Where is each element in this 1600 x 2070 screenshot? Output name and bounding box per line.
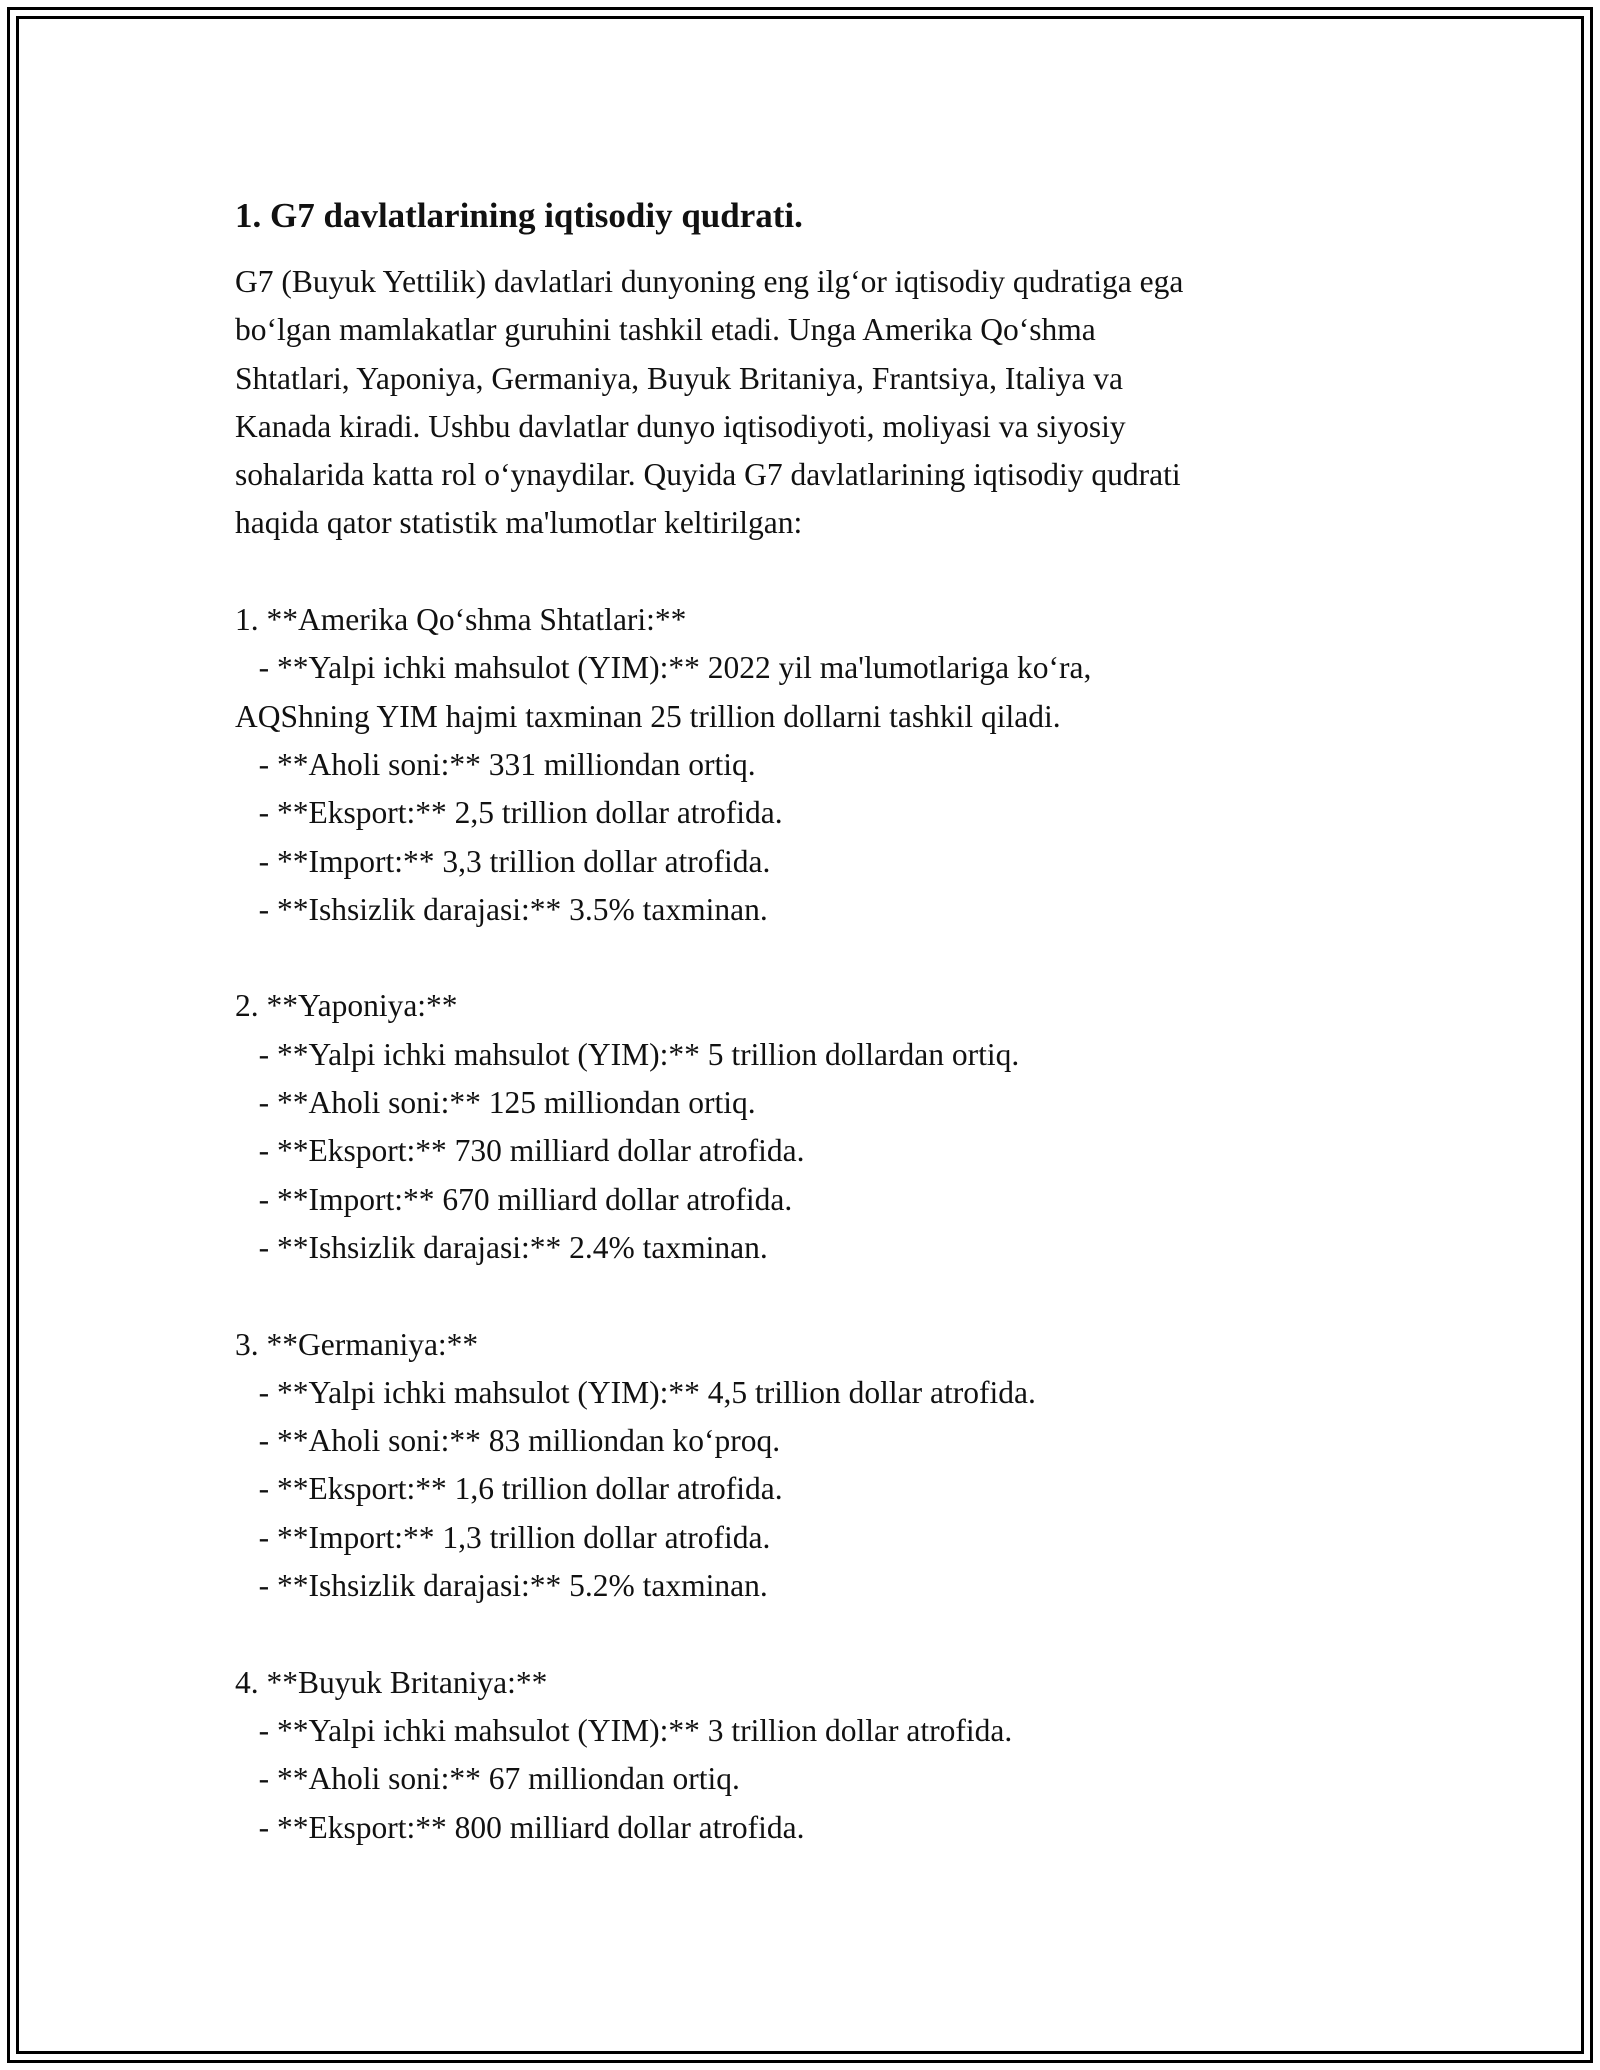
list-item: - **Eksport:** 1,6 trillion dollar atrofida. — [235, 1471, 783, 1507]
list-item: - **Ishsizlik darajasi:** 2.4% taxminan. — [235, 1229, 768, 1265]
list-item: - **Yalpi ichki mahsulot (YIM):** 5 trillion dollardan ortiq. — [235, 1036, 1020, 1072]
section-japan — [235, 982, 1385, 1272]
intro-line: Kanada kiradi. Ushbu davlatlar dunyo iqtisodiyoti, moliyasi va siyosiy — [235, 408, 1126, 444]
list-item: - **Ishsizlik darajasi:** 5.2% taxminan. — [235, 1568, 768, 1604]
section-usa — [235, 596, 1385, 934]
list-item: - **Eksport:** 2,5 trillion dollar atrofida. — [235, 795, 783, 831]
list-item: - **Yalpi ichki mahsulot (YIM):** 3 trillion dollar atrofida. — [235, 1712, 1013, 1748]
section-title: 3. **Germaniya:** — [235, 1326, 479, 1362]
list-item: - **Ishsizlik darajasi:** 3.5% taxminan. — [235, 891, 768, 927]
list-item: - **Aholi soni:** 125 milliondan ortiq. — [235, 1085, 756, 1121]
document-heading: 1. G7 davlatlarining iqtisodiy qudrati. — [235, 196, 803, 235]
section-germany — [235, 1321, 1385, 1611]
list-item: - **Import:** 670 milliard dollar atrofida. — [235, 1181, 793, 1217]
section-uk — [235, 1659, 1385, 1852]
intro-paragraph — [235, 258, 1385, 548]
list-item: - **Import:** 1,3 trillion dollar atrofida. — [235, 1519, 771, 1555]
list-item: - **Import:** 3,3 trillion dollar atrofida. — [235, 843, 771, 879]
intro-line: haqida qator statistik ma'lumotlar keltirilgan: — [235, 505, 803, 541]
section-title: 1. **Amerika Qo‘shma Shtatlari:** — [235, 602, 687, 638]
list-item: - **Yalpi ichki mahsulot (YIM):** 4,5 trillion dollar atrofida. — [235, 1374, 1036, 1410]
list-item: - **Aholi soni:** 83 milliondan ko‘proq. — [235, 1423, 781, 1459]
intro-line: bo‘lgan mamlakatlar guruhini tashkil etadi. Unga Amerika Qo‘shma — [235, 312, 1096, 348]
list-item: - **Aholi soni:** 67 milliondan ortiq. — [235, 1761, 740, 1797]
document-content — [235, 186, 1385, 1852]
list-item: - **Eksport:** 730 milliard dollar atrofida. — [235, 1133, 805, 1169]
list-item: - **Aholi soni:** 331 milliondan ortiq. — [235, 746, 756, 782]
list-item: - **Yalpi ichki mahsulot (YIM):** 2022 yil ma'lumotlariga ko‘ra, — [235, 650, 1092, 686]
list-item: - **Eksport:** 800 milliard dollar atrofida. — [235, 1809, 805, 1845]
intro-line: G7 (Buyuk Yettilik) davlatlari dunyoning eng ilg‘or iqtisodiy qudratiga ega — [235, 264, 1184, 299]
section-title: 4. **Buyuk Britaniya:** — [235, 1664, 548, 1700]
intro-line: Shtatlari, Yaponiya, Germaniya, Buyuk Britaniya, Frantsiya, Italiya va — [235, 360, 1123, 396]
list-item: AQShning YIM hajmi taxminan 25 trillion dollarni tashkil qiladi. — [235, 698, 1061, 734]
section-title: 2. **Yaponiya:** — [235, 988, 458, 1024]
intro-line: sohalarida katta rol o‘ynaydilar. Quyida G7 davlatlarining iqtisodiy qudrati — [235, 457, 1181, 493]
